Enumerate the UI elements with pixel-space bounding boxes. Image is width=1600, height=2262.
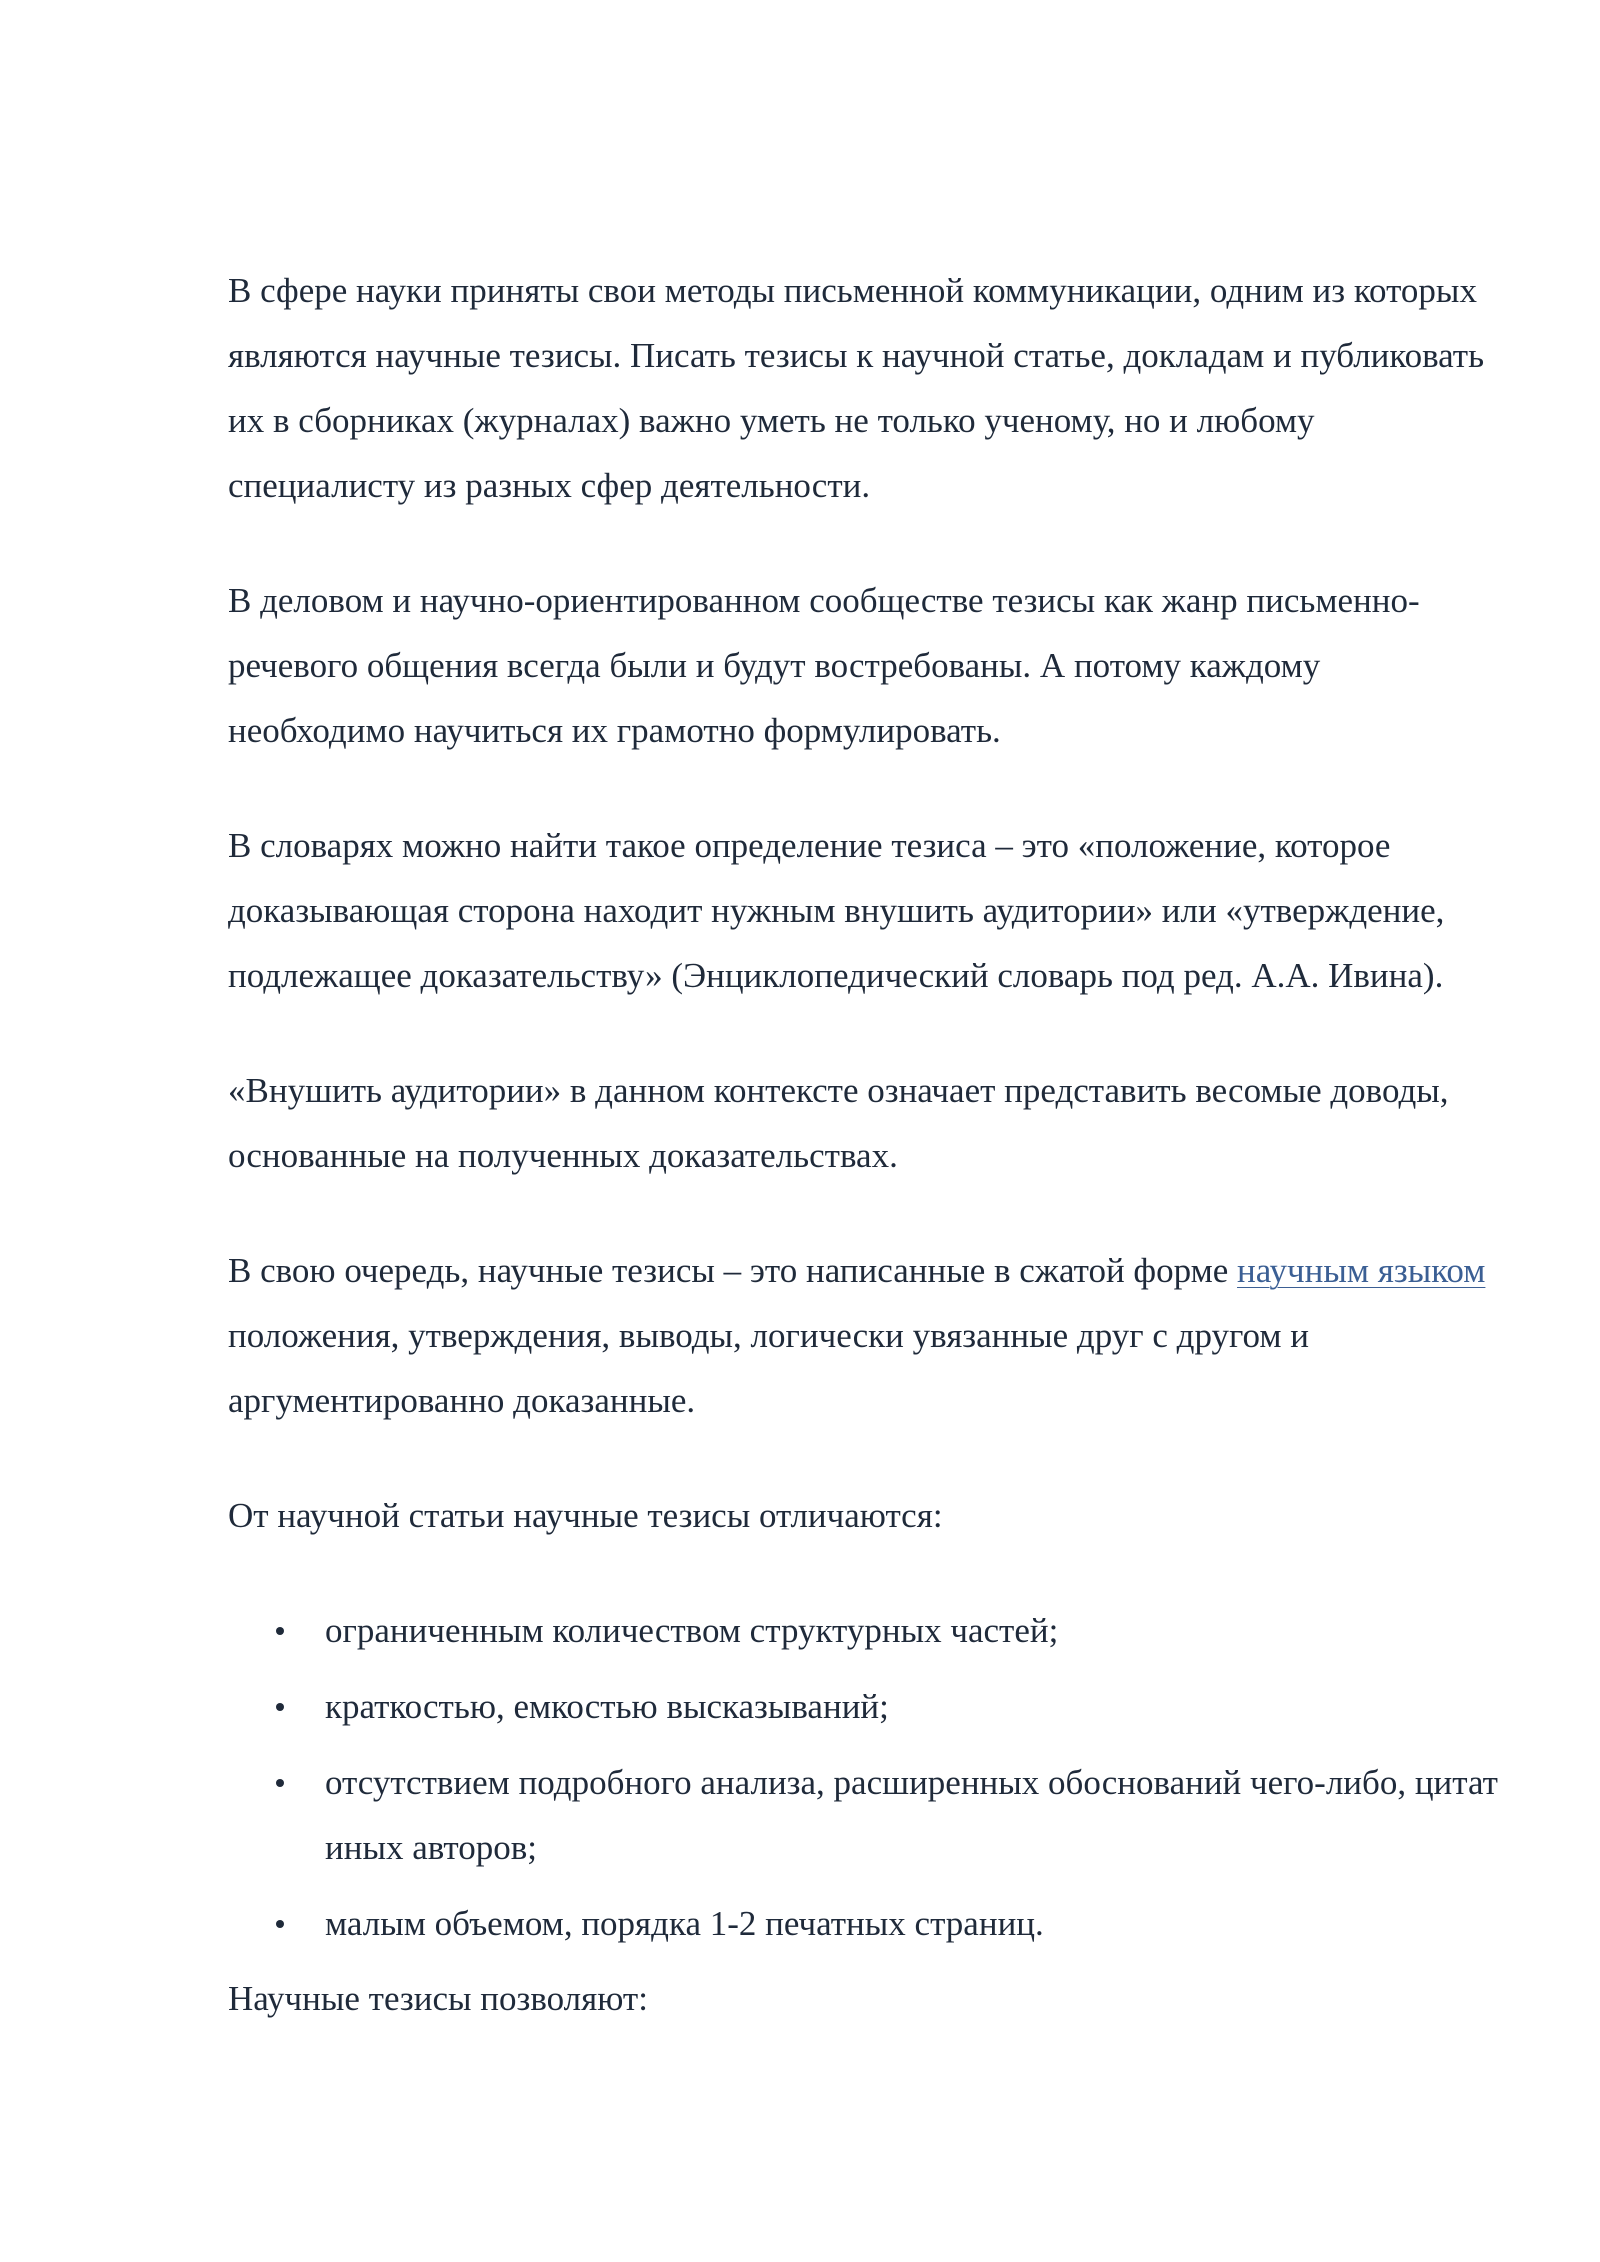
document-body [228, 258, 1498, 2031]
differences-list [228, 1598, 1498, 1956]
paragraph-scientific-theses [228, 1238, 1498, 1433]
allows-intro: Научные тезисы позволяют: [228, 1979, 648, 2018]
bullet-icon [276, 1703, 284, 1711]
paragraph-dictionary-definition: В словарях можно найти такое определение тезиса – это «положение, которое доказывающая сторона находит нужным внушить аудитории» или «утверждение, подлежащее доказательству» (Энциклопедический словарь под ред. А.А. Ивина). [228, 826, 1445, 995]
paragraph-audience: «Внушить аудитории» в данном контексте означает представить весомые доводы, основанные на полученных доказательствах. [228, 1071, 1449, 1175]
definition-text-before: В свою очередь, научные тезисы – это написанные в сжатой форме [228, 1251, 1238, 1290]
list-item [228, 1598, 1498, 1663]
list-item-text: ограниченным количеством структурных частей; [325, 1611, 1059, 1650]
bullet-icon [276, 1920, 284, 1928]
paragraph-business-community: В деловом и научно-ориентированном сообществе тезисы как жанр письменно-речевого общения всегда были и будут востребованы. А потому каждому необходимо научиться их грамотно формулировать. [228, 581, 1420, 750]
differences-intro: От научной статьи научные тезисы отличаются: [228, 1496, 943, 1535]
scientific-language-link[interactable]: научным языком [1237, 1251, 1486, 1290]
list-item [228, 1674, 1498, 1739]
paragraph-intro: В сфере науки приняты свои методы письменной коммуникации, одним из которых являются научные тезисы. Писать тезисы к научной статье, докладам и публиковать их в сборниках (журналах) важно уметь не только ученому, но и любому специалисту из разных сфер деятельности. [228, 271, 1485, 505]
definition-text-after: положения, утверждения, выводы, логически увязанные друг с другом и аргументированно доказанные. [228, 1316, 1309, 1420]
list-item-text: краткостью, емкостью высказываний; [325, 1687, 889, 1726]
bullet-icon [276, 1627, 284, 1635]
list-item [228, 1750, 1498, 1880]
bullet-icon [276, 1779, 284, 1787]
list-item [228, 1891, 1498, 1956]
list-item-text: отсутствием подробного анализа, расширенных обоснований чего-либо, цитат иных авторов; [325, 1763, 1498, 1867]
list-item-text: малым объемом, порядка 1-2 печатных страниц. [325, 1904, 1044, 1943]
